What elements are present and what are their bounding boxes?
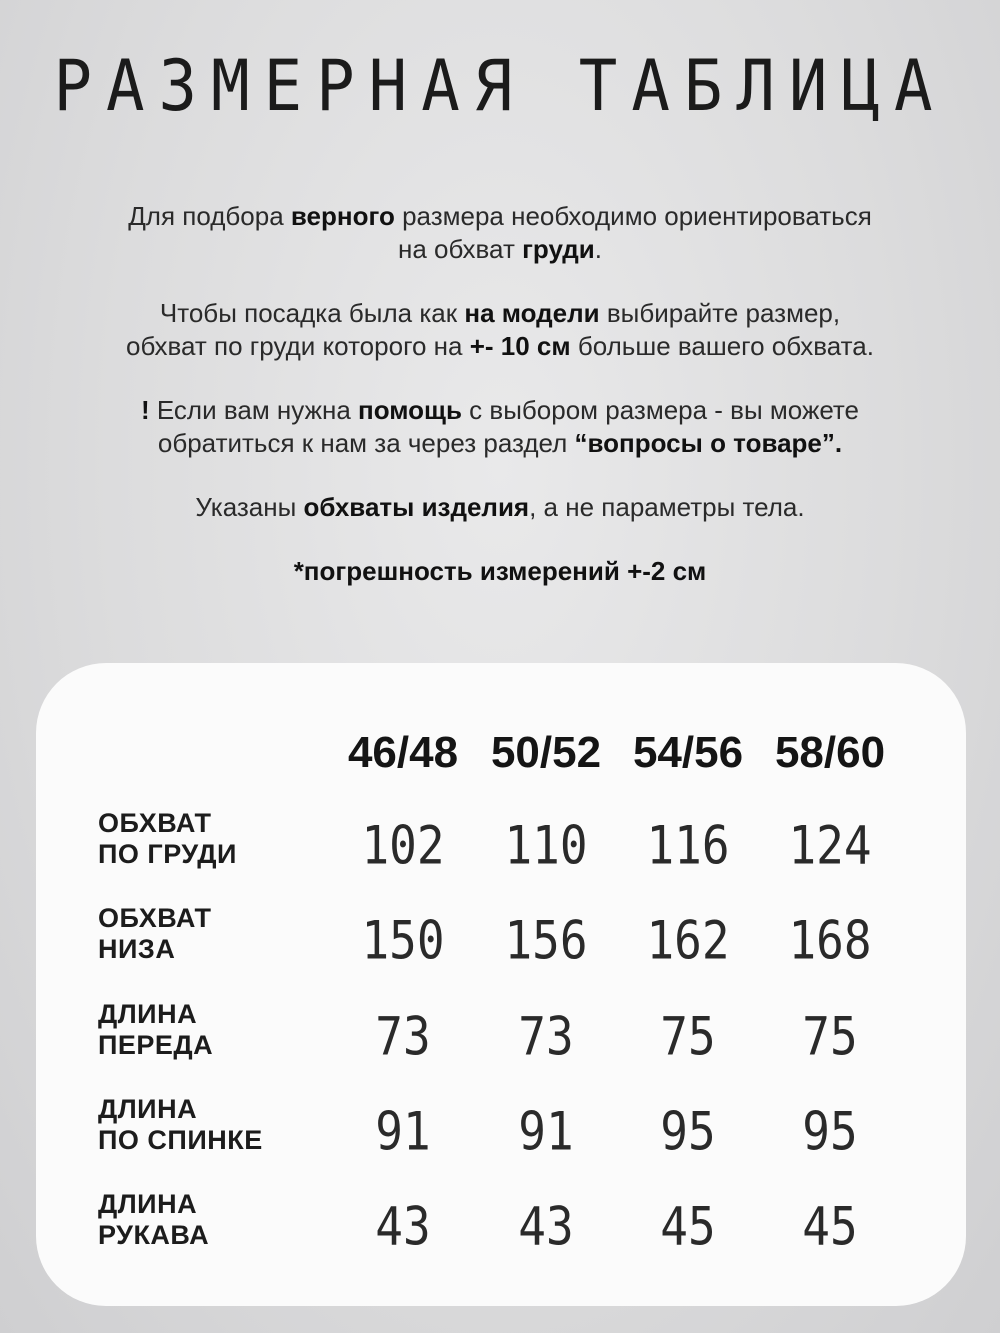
table-cell: 73 (518, 1004, 574, 1068)
exclamation-icon: ! (140, 395, 157, 425)
page-title: РАЗМЕРНАЯ ТАБЛИЦА (53, 46, 947, 128)
table-cell: 43 (518, 1194, 574, 1258)
size-header-46-48: 46/48 (347, 728, 459, 777)
row-label-front-length: ДЛИНА ПЕРЕДА (98, 999, 214, 1060)
row-label-hem: ОБХВАТ НИЗА (98, 903, 212, 964)
intro-paragraph-1: Для подбора верного размера необходимо ориентироваться на обхват груди. (128, 201, 872, 264)
table-cell: 75 (660, 1004, 716, 1068)
table-cell: 45 (802, 1194, 858, 1258)
table-cell: 150 (361, 908, 445, 972)
size-header-50-52: 50/52 (490, 728, 602, 777)
table-cell: 168 (788, 908, 872, 972)
table-cell: 162 (646, 908, 730, 972)
table-cell: 91 (518, 1099, 574, 1163)
table-cell: 91 (375, 1099, 431, 1163)
size-header-54-56: 54/56 (632, 728, 744, 777)
table-cell: 45 (660, 1194, 716, 1258)
size-header-58-60: 58/60 (774, 728, 886, 777)
table-cell: 124 (788, 813, 872, 877)
table-cell: 116 (646, 813, 730, 877)
table-cell: 95 (660, 1099, 716, 1163)
row-label-sleeve-length: ДЛИНА РУКАВА (98, 1189, 210, 1250)
table-cell: 110 (504, 813, 588, 877)
intro-paragraph-2: Чтобы посадка была как на модели выбирайте размер, обхват по груди которого на +- 10 см больше вашего обхвата. (126, 298, 874, 361)
row-label-back-length: ДЛИНА ПО СПИНКЕ (98, 1094, 263, 1155)
table-cell: 75 (802, 1004, 858, 1068)
intro-paragraph-3: ! Если вам нужна помощь с выбором размера - вы можете обратиться к нам за через раздел “вопросы о товаре”. (140, 395, 860, 458)
intro-paragraph-4: Указаны обхваты изделия, а не параметры тела. (195, 492, 805, 522)
table-cell: 73 (375, 1004, 431, 1068)
measurement-note: *погрешность измерений +-2 см (293, 556, 707, 586)
table-cell: 156 (504, 908, 588, 972)
table-cell: 43 (375, 1194, 431, 1258)
row-label-chest: ОБХВАТ ПО ГРУДИ (98, 808, 237, 869)
table-cell: 95 (802, 1099, 858, 1163)
table-cell: 102 (361, 813, 445, 877)
